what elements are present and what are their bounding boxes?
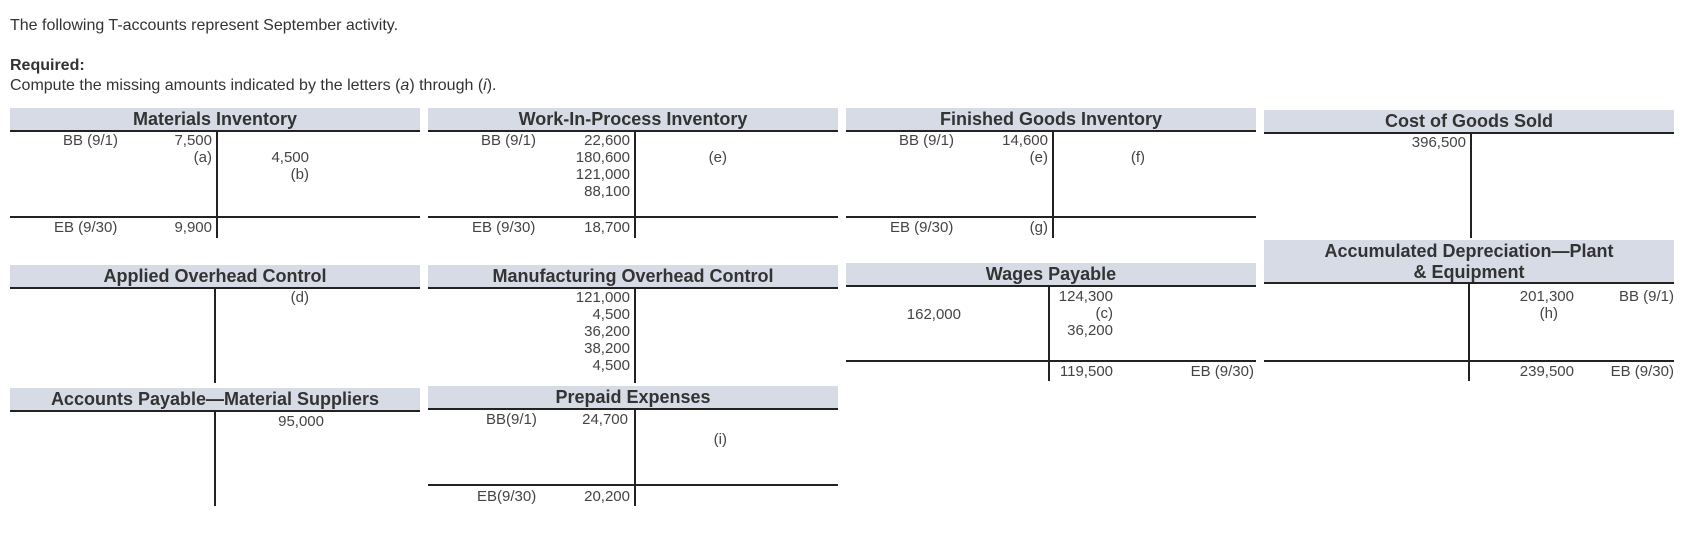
account-title: Finished Goods Inventory xyxy=(846,108,1256,132)
bb-label: BB (9/1) xyxy=(1618,288,1674,305)
debit-4: 38,200 xyxy=(584,340,630,357)
eb-label: EB (9/30) xyxy=(1190,363,1254,380)
eb-value: 9,900 xyxy=(174,219,212,236)
credit-i: (i) xyxy=(713,431,727,448)
bb-label: BB (9/1) xyxy=(63,132,119,149)
eb-value: 20,200 xyxy=(584,488,630,505)
credit-c: (c) xyxy=(1095,305,1113,322)
debit-e: (e) xyxy=(1029,149,1048,166)
eb-label: EB (9/30) xyxy=(1610,363,1674,380)
eb-value: (g) xyxy=(1029,219,1048,236)
credit-1: 201,300 xyxy=(1519,288,1574,305)
account-title: Applied Overhead Control xyxy=(10,265,420,289)
credit-b: (b) xyxy=(290,166,309,183)
t-account-prepaid-expenses xyxy=(428,386,838,506)
account-title: Cost of Goods Sold xyxy=(1264,110,1674,134)
credit-d: (d) xyxy=(290,289,309,306)
account-title: Materials Inventory xyxy=(10,108,420,132)
eb-value: 18,700 xyxy=(584,219,630,236)
t-account-wages-payable xyxy=(846,263,1256,381)
debit-1: 14,600 xyxy=(1002,132,1048,149)
debit-5: 4,500 xyxy=(592,357,630,374)
credit-h: (h) xyxy=(1539,305,1558,322)
debit-1: 22,600 xyxy=(584,132,630,149)
t-account-wip-inventory xyxy=(428,108,838,238)
debit-a: (a) xyxy=(193,149,212,166)
bb-label: BB(9/1) xyxy=(486,411,537,428)
credit-e: (e) xyxy=(708,149,727,166)
account-title: Accumulated Depreciation—Plant & Equipment xyxy=(1264,240,1674,284)
bb-label: BB (9/1) xyxy=(481,132,537,149)
account-title: Manufacturing Overhead Control xyxy=(428,265,838,289)
intro-text: The following T-accounts represent September activity. xyxy=(10,17,399,34)
debit-1: 121,000 xyxy=(575,289,630,306)
credit-1: 95,000 xyxy=(278,413,324,430)
debit-2: 180,600 xyxy=(575,149,630,166)
eb-label: EB (9/30) xyxy=(472,219,536,236)
debit-1: 162,000 xyxy=(906,306,961,323)
required-label: Required: xyxy=(10,57,85,74)
t-account-finished-goods xyxy=(846,108,1256,238)
debit-1: 396,500 xyxy=(1411,134,1466,151)
eb-value: 119,500 xyxy=(1059,363,1113,380)
debit-2: 4,500 xyxy=(592,306,630,323)
t-account-applied-overhead xyxy=(10,265,420,383)
credit-1: 4,500 xyxy=(271,149,309,166)
account-title: Prepaid Expenses xyxy=(428,386,838,410)
t-account-accounts-payable xyxy=(10,388,420,506)
bb-label: BB (9/1) xyxy=(899,132,955,149)
credit-f: (f) xyxy=(1130,149,1145,166)
t-account-mfg-overhead xyxy=(428,265,838,383)
credit-1: 124,300 xyxy=(1058,288,1113,305)
t-account-cogs xyxy=(1264,110,1674,238)
eb-label: EB (9/30) xyxy=(890,219,954,236)
bb-value: 7,500 xyxy=(174,132,212,149)
account-title: Accounts Payable—Material Suppliers xyxy=(10,388,420,412)
credit-3: 36,200 xyxy=(1067,322,1113,339)
eb-label: EB(9/30) xyxy=(477,488,537,505)
account-title: Wages Payable xyxy=(846,263,1256,287)
t-account-accumulated-depreciation xyxy=(1264,240,1674,381)
debit-3: 36,200 xyxy=(584,323,630,340)
account-title: Work-In-Process Inventory xyxy=(428,108,838,132)
debit-3: 121,000 xyxy=(575,166,630,183)
eb-value: 239,500 xyxy=(1519,363,1574,380)
task-text: Compute the missing amounts indicated by the letters (a) through (i). xyxy=(10,77,497,94)
debit-4: 88,100 xyxy=(584,183,630,200)
t-account-materials-inventory xyxy=(10,108,420,238)
bb-value: 24,700 xyxy=(582,411,628,428)
eb-label: EB (9/30) xyxy=(54,219,118,236)
